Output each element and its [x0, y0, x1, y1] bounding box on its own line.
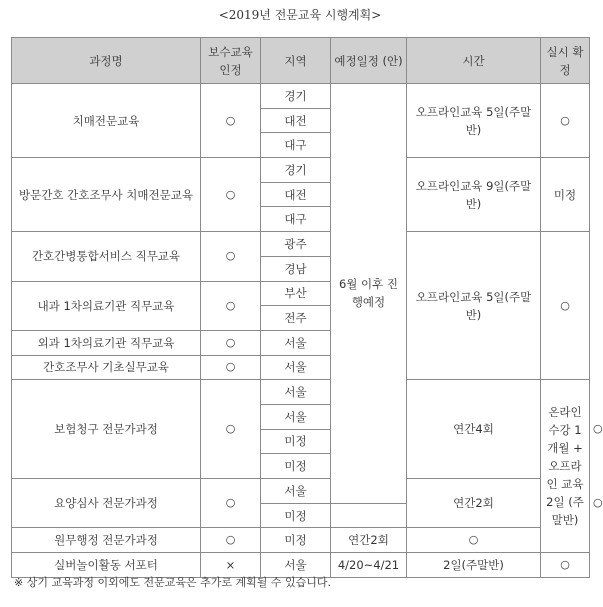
schedule-cell: 4/20~4/21 [331, 553, 407, 578]
credit-cell: ○ [201, 479, 261, 528]
header-course: 과정명 [12, 38, 201, 84]
credit-cell: ○ [201, 528, 261, 553]
time-cell: 온라인 수강 1개월 + 오프라인 교육 2일 (주말반) [541, 380, 590, 553]
region-cell: 서울 [261, 553, 331, 578]
table-row: 요양심사 전문가과정 ○ 서울 연간2회 ○ [12, 479, 590, 504]
course-cell: 원무행정 전문가과정 [12, 528, 201, 553]
region-cell: 미정 [261, 503, 331, 528]
course-cell: 실버놀이활동 서포터 [12, 553, 201, 578]
credit-cell: ○ [201, 281, 261, 330]
course-cell: 간호간병통합서비스 직무교육 [12, 232, 201, 281]
course-cell: 보험청구 전문가과정 [12, 380, 201, 479]
table-row [12, 528, 590, 553]
header-credit: 보수교육 인정 [201, 38, 261, 84]
table-row [12, 232, 590, 257]
confirmed-cell: ○ [407, 528, 541, 553]
table-row [12, 84, 590, 109]
region-cell: 서울 [261, 404, 331, 429]
region-cell: 경기 [261, 158, 331, 183]
credit-cell: × [201, 553, 261, 578]
course-cell: 요양심사 전문가과정 [12, 479, 201, 528]
region-cell: 경남 [261, 256, 331, 281]
header-time: 시간 [407, 38, 541, 84]
credit-cell: ○ [201, 232, 261, 281]
region-cell: 부산 [261, 281, 331, 306]
time-cell: 오프라인교육 5일(주말반) [407, 84, 541, 158]
course-cell: 내과 1차의료기관 직무교육 [12, 281, 201, 330]
region-cell: 대구 [261, 133, 331, 158]
time-cell: 오프라인교육 9일(주말반) [407, 158, 541, 232]
region-cell: 미정 [261, 454, 331, 479]
schedule-cell: 6월 이후 진행예정 [331, 84, 407, 504]
confirmed-cell: 미정 [541, 158, 590, 232]
course-cell: 치매전문교육 [12, 84, 201, 158]
region-cell: 서울 [261, 479, 331, 504]
region-cell: 서울 [261, 330, 331, 355]
schedule-cell: 연간2회 [331, 528, 407, 553]
table-row: 보험청구 전문가과정 ○ 서울 연간4회 온라인 수강 1개월 + 오프라인 교육 2일 (주말반) ○ [12, 380, 590, 405]
region-cell: 대구 [261, 207, 331, 232]
credit-cell: ○ [201, 84, 261, 158]
education-plan-table [11, 37, 603, 578]
course-cell: 간호조무사 기초실무교육 [12, 355, 201, 380]
region-cell: 경기 [261, 84, 331, 109]
time-cell: 오프라인교육 5일(주말반) [407, 232, 541, 380]
region-cell: 미정 [261, 429, 331, 454]
region-cell: 미정 [261, 528, 331, 553]
table-row [12, 158, 590, 183]
confirmed-cell: ○ [541, 84, 590, 158]
credit-cell: ○ [201, 158, 261, 232]
schedule-cell: 연간2회 [407, 479, 541, 528]
region-cell: 대전 [261, 182, 331, 207]
header-row [12, 38, 590, 84]
footnote: ※ 상기 교육과정 이외에도 전문교육은 추가로 계획될 수 있습니다. [14, 576, 331, 589]
confirmed-cell: ○ [541, 232, 590, 380]
schedule-cell: 연간4회 [407, 380, 541, 479]
header-schedule: 예정일정 (안) [331, 38, 407, 84]
region-cell: 광주 [261, 232, 331, 257]
region-cell: 전주 [261, 306, 331, 331]
header-region: 지역 [261, 38, 331, 84]
credit-cell: ○ [201, 355, 261, 380]
region-cell: 서울 [261, 380, 331, 405]
time-cell: 2일(주말반) [407, 553, 541, 578]
page-title: <2019년 전문교육 시행계획> [218, 8, 382, 22]
credit-cell: ○ [201, 380, 261, 479]
confirmed-cell: ○ [541, 553, 590, 578]
credit-cell: ○ [201, 330, 261, 355]
region-cell: 서울 [261, 355, 331, 380]
course-cell: 외과 1차의료기관 직무교육 [12, 330, 201, 355]
region-cell: 대전 [261, 108, 331, 133]
header-confirmed: 실시 확정 [541, 38, 590, 84]
course-cell: 방문간호 간호조무사 치매전문교육 [12, 158, 201, 232]
